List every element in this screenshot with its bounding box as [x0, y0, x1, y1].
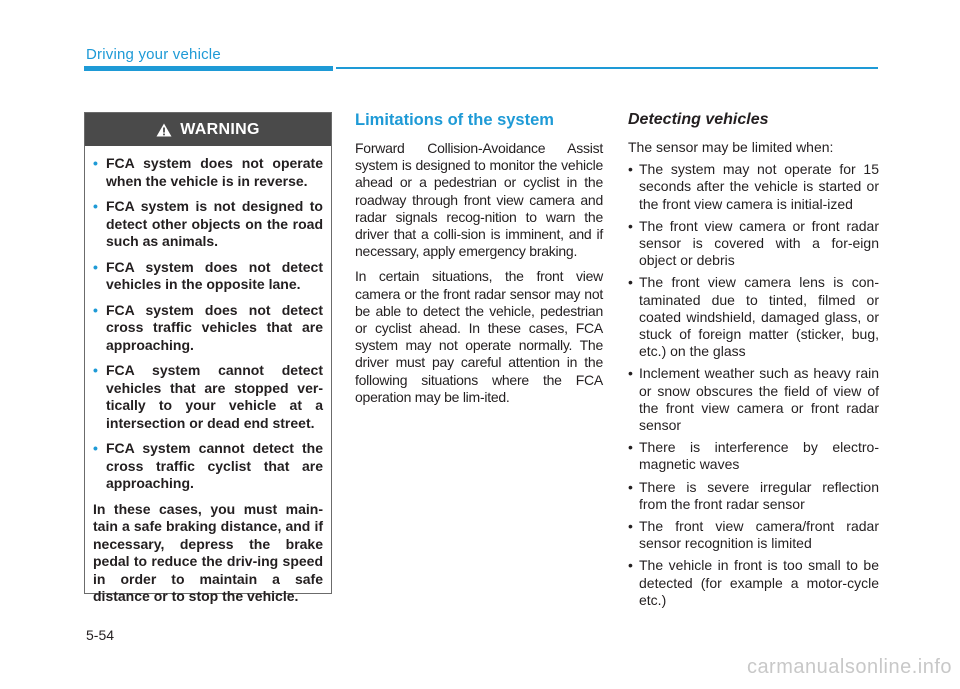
- bullet-icon: •: [93, 155, 98, 171]
- header-rule: [336, 67, 878, 69]
- detecting-item: • The vehicle in front is too small to be detected (for example a motor-cycle etc.): [628, 557, 879, 608]
- detecting-item: • There is severe irregular reflection from the front radar sensor: [628, 478, 879, 512]
- warning-triangle-icon: [156, 123, 172, 137]
- bullet-icon: •: [628, 365, 633, 382]
- detecting-item: • The front view camera or front radar sensor is covered with a for-eign object or debris: [628, 217, 879, 269]
- bullet-icon: •: [628, 478, 633, 495]
- header-rule-accent: [84, 66, 333, 71]
- warning-body: [85, 146, 331, 606]
- warning-box: [84, 112, 332, 604]
- limitations-paragraph: In certain situations, the front view camera or the front radar sensor may not be able to detect the vehicle, pedestrian or cyclist ahead. In these cases, FCA system may not operate normally. The driver must pay careful attention in the following situations where the FCA operation may be lim-ited.: [355, 268, 603, 405]
- detecting-intro: The sensor may be limited when:: [628, 139, 834, 155]
- detecting-heading: Detecting vehicles: [628, 111, 769, 128]
- warning-item: • FCA system does not detect vehicles in the opposite lane.: [93, 258, 323, 292]
- warning-closing-text: In these cases, you must main-tain a safe braking distance, and if necessary, depress the brake pedal to reduce the driv-ing speed in order to maintain a safe distance or to stop the vehicle.: [93, 500, 323, 604]
- limitations-section: [355, 111, 603, 414]
- detecting-item: • The front view camera lens is con-taminated due to tinted, filmed or coated windshield, damaged glass, or stuck of foreign matter (sticker, bug, etc.) on the glass: [628, 274, 879, 360]
- bullet-icon: •: [628, 518, 633, 535]
- detecting-vehicles-section: [628, 111, 879, 614]
- page-number: 5-54: [86, 627, 115, 643]
- bullet-icon: •: [628, 439, 633, 456]
- warning-item: • FCA system cannot detect vehicles that are stopped ver-tically to your vehicle at a intersection or dead end street.: [93, 362, 323, 431]
- limitations-heading: Limitations of the system: [355, 111, 554, 129]
- warning-list: [93, 155, 323, 493]
- bullet-icon: •: [628, 217, 633, 234]
- section-title: Driving your vehicle: [86, 46, 221, 63]
- bullet-icon: •: [628, 557, 633, 574]
- bullet-icon: •: [93, 198, 98, 214]
- watermark: carmanualsonline.info: [746, 656, 952, 678]
- warning-item: • FCA system does not detect cross traffic vehicles that are approaching.: [93, 301, 323, 353]
- detecting-list: [628, 161, 879, 609]
- bullet-icon: •: [628, 274, 633, 291]
- detecting-item: • Inclement weather such as heavy rain or snow obscures the field of view of the front view camera or front radar sensor: [628, 365, 879, 434]
- detecting-item: • The front view camera/front radar sensor recognition is limited: [628, 518, 879, 552]
- detecting-item: • There is interference by electro-magnetic waves: [628, 439, 879, 473]
- bullet-icon: •: [628, 161, 633, 178]
- detecting-item: • The system may not operate for 15 seconds after the vehicle is started or the front view camera is initial-ized: [628, 161, 879, 212]
- bullet-icon: •: [93, 362, 98, 378]
- warning-title: WARNING: [180, 120, 260, 138]
- warning-header: [85, 113, 331, 146]
- warning-item: • FCA system cannot detect the cross traffic cyclist that are approaching.: [93, 440, 323, 491]
- limitations-paragraph: Forward Collision-Avoidance Assist system is designed to monitor the vehicle ahead or a pedestrian or cyclist in the roadway through front view camera and radar signals recog-nition to warn the driver that a colli-sion is imminent, and if necessary, apply emergency braking.: [355, 140, 603, 260]
- warning-item: • FCA system is not designed to detect other objects on the road such as animals.: [93, 198, 323, 249]
- bullet-icon: •: [93, 440, 98, 456]
- bullet-icon: •: [93, 258, 98, 275]
- bullet-icon: •: [93, 301, 98, 318]
- warning-item: • FCA system does not operate when the vehicle is in reverse.: [93, 155, 323, 189]
